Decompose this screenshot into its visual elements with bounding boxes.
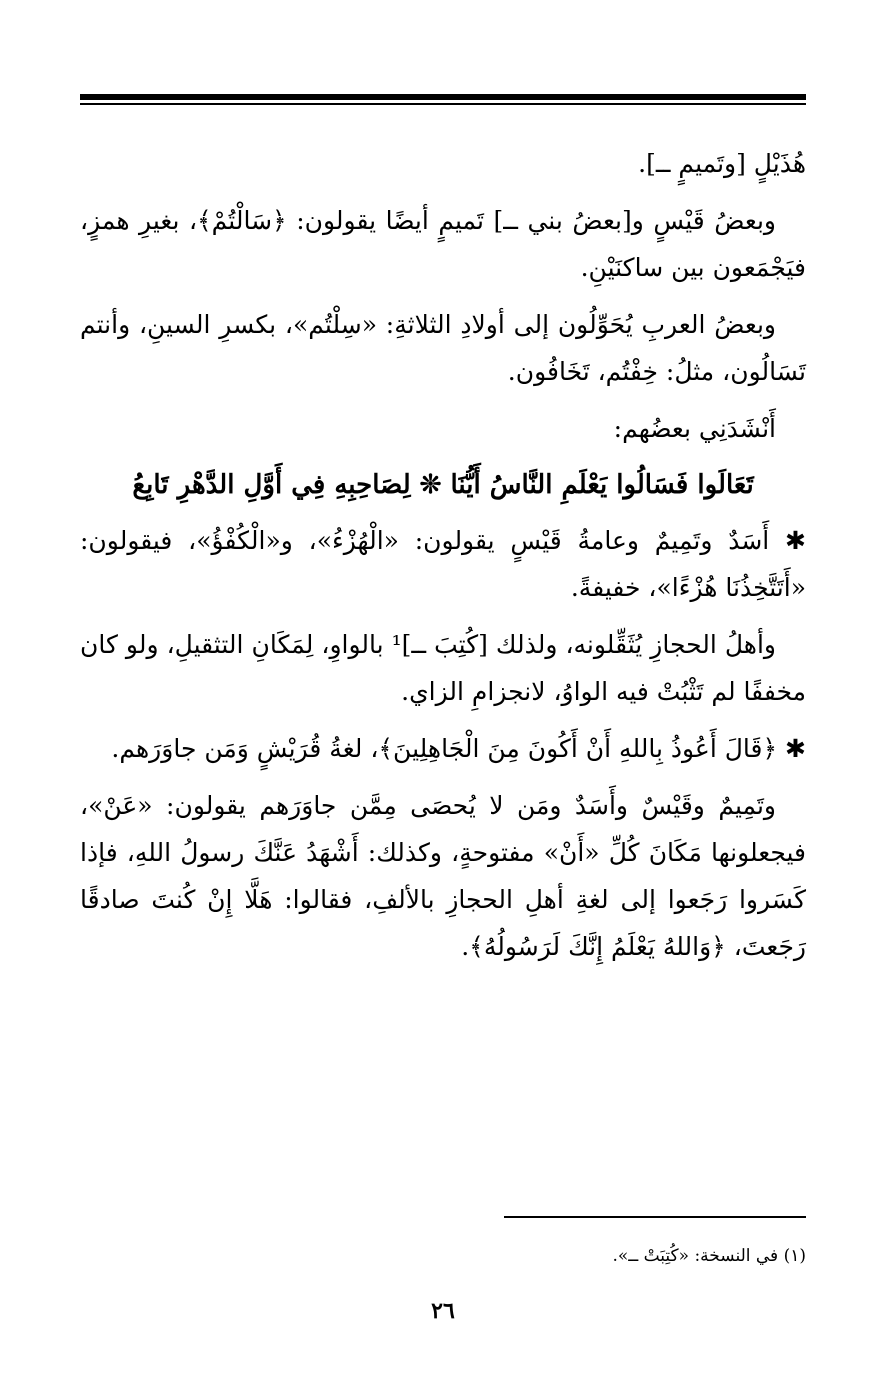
footnote: (١) في النسخة: «كُتِبَتْ ‍ــ». [612, 1246, 806, 1266]
main-text [80, 140, 806, 980]
paragraph-hijaz: وأهلُ الحجازِ يُثَقِّلونه، ولذلك [كُتِبَ ‍ــ]¹ بالواوِ، لِمَكَانِ التثقيلِ، ولو كان مخففًا لم تَثْبُتْ فيه الواوُ، لانجزامِ الزاي. [80, 630, 806, 706]
paragraph-recited: أَنْشَدَنِي بعضُهم: [613, 414, 776, 443]
paragraph-hudhayl: هُذَيْلٍ [وتَميمٍ ‍ــ]. [638, 149, 806, 178]
header-rule-thin [80, 103, 806, 105]
paragraph-asad: ✱ أَسَدٌ وتَمِيمٌ وعامةُ قَيْسٍ يقولون: «الْهُزْءُ»، و«الْكُفْؤُ»، فيقولون: «أَتَتَّخِذُنَا هُزْءًا»، خفيفةً. [80, 526, 806, 602]
paragraph-quraysh: ✱ ﴿قَالَ أَعُوذُ بِاللهِ أَنْ أَكُونَ مِنَ الْجَاهِلِينَ﴾، لغةُ قُرَيْشٍ وَمَن جاوَرَهم. [111, 734, 806, 763]
paragraph-arab: وبعضُ العربِ يُحَوِّلُون إلى أولادِ الثلاثةِ: «سِلْتُم»، بكسرِ السينِ، وأنتم تَسَالُون، مثلُ: خِفْتُم، تَخَافُون. [80, 310, 806, 386]
paragraph-tamim: وتَمِيمٌ وقَيْسٌ وأَسَدٌ ومَن لا يُحصَى مِمَّن جاوَرَهم يقولون: «عَنْ»، فيجعلونها مَكَانَ كُلِّ «أَنْ» مفتوحةٍ، وكذلك: أَشْهَدُ عَنَّكَ رسولُ اللهِ، فإذا كَسَروا رَجَعوا إلى لغةِ أهلِ الحجازِ بالألفِ، فقالوا: هَلَّا إِنْ كُنتَ صادقًا رَجَعتَ، ﴿وَاللهُ يَعْلَمُ إِنَّكَ لَرَسُولُهُ﴾. [80, 791, 806, 961]
header-rule-thick [80, 94, 806, 100]
poem-verse: تَعَالَوا فَسَالُوا يَعْلَمِ النَّاسُ أَيُّنَا ❊ لِصَاحِبِهِ فِي أَوَّلِ الدَّهْرِ تَابِعُ [132, 470, 754, 500]
paragraph-qays: وبعضُ قَيْسٍ و[بعضُ بني ‍ــ] تَميمٍ أيضًا يقولون: ﴿سَالْتُمْ﴾، بغيرِ همزٍ، فيَجْمَعون بين ساكنَيْنِ. [80, 206, 806, 282]
page-number: ٢٦ [431, 1298, 455, 1324]
footnote-separator [504, 1216, 806, 1218]
